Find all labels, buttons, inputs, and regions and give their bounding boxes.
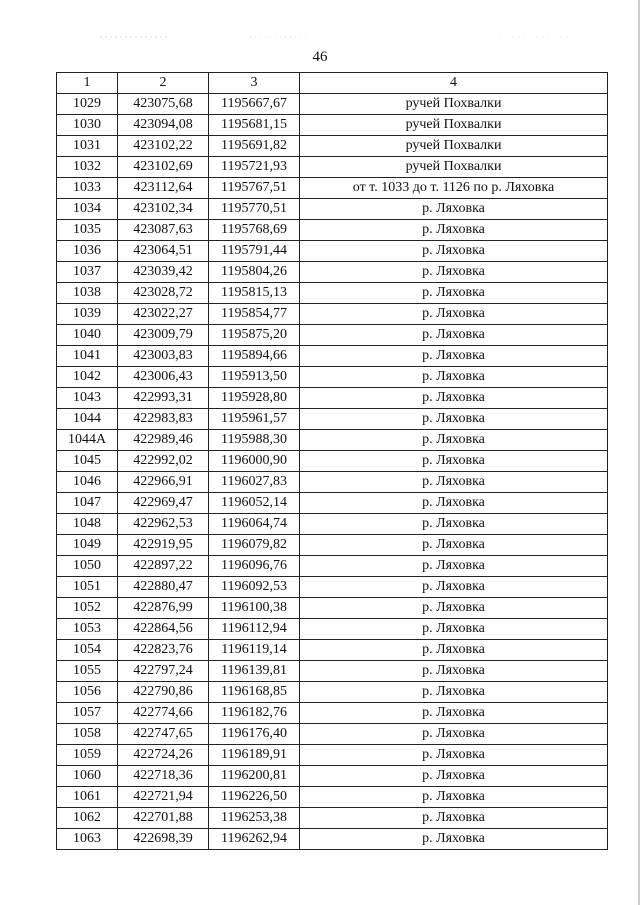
description-cell: р. Ляховка: [300, 640, 608, 661]
description-cell: р. Ляховка: [300, 619, 608, 640]
y-coordinate-cell: 1195691,82: [209, 136, 300, 157]
x-coordinate-cell: 423022,27: [118, 304, 209, 325]
y-coordinate-cell: 1195988,30: [209, 430, 300, 451]
description-cell: р. Ляховка: [300, 451, 608, 472]
y-coordinate-cell: 1195767,51: [209, 178, 300, 199]
description-cell: р. Ляховка: [300, 556, 608, 577]
table-row: [57, 661, 608, 682]
y-coordinate-cell: 1196092,53: [209, 577, 300, 598]
header-cell-2: 2: [118, 73, 209, 94]
point-number-cell: 1036: [57, 241, 118, 262]
description-cell: р. Ляховка: [300, 745, 608, 766]
y-coordinate-cell: 1196182,76: [209, 703, 300, 724]
x-coordinate-cell: 422797,24: [118, 661, 209, 682]
table-row: [57, 199, 608, 220]
x-coordinate-cell: 422992,02: [118, 451, 209, 472]
table-row: [57, 367, 608, 388]
y-coordinate-cell: 1195804,26: [209, 262, 300, 283]
point-number-cell: 1030: [57, 115, 118, 136]
y-coordinate-cell: 1196096,76: [209, 556, 300, 577]
point-number-cell: 1057: [57, 703, 118, 724]
table-row: [57, 220, 608, 241]
description-cell: р. Ляховка: [300, 199, 608, 220]
y-coordinate-cell: 1196176,40: [209, 724, 300, 745]
description-cell: ручей Похвалки: [300, 136, 608, 157]
table-row: [57, 556, 608, 577]
point-number-cell: 1041: [57, 346, 118, 367]
x-coordinate-cell: 422721,94: [118, 787, 209, 808]
description-cell: р. Ляховка: [300, 220, 608, 241]
point-number-cell: 1060: [57, 766, 118, 787]
description-cell: р. Ляховка: [300, 409, 608, 430]
point-number-cell: 1058: [57, 724, 118, 745]
x-coordinate-cell: 423112,64: [118, 178, 209, 199]
table-row: [57, 430, 608, 451]
point-number-cell: 1032: [57, 157, 118, 178]
x-coordinate-cell: 423064,51: [118, 241, 209, 262]
description-cell: ручей Похвалки: [300, 157, 608, 178]
description-cell: р. Ляховка: [300, 535, 608, 556]
table-row: [57, 829, 608, 850]
point-number-cell: 1053: [57, 619, 118, 640]
x-coordinate-cell: 423094,08: [118, 115, 209, 136]
x-coordinate-cell: 422724,26: [118, 745, 209, 766]
table-row: [57, 535, 608, 556]
point-number-cell: 1040: [57, 325, 118, 346]
point-number-cell: 1045: [57, 451, 118, 472]
x-coordinate-cell: 422747,65: [118, 724, 209, 745]
x-coordinate-cell: 422718,36: [118, 766, 209, 787]
table-row: [57, 808, 608, 829]
description-cell: р. Ляховка: [300, 262, 608, 283]
x-coordinate-cell: 422823,76: [118, 640, 209, 661]
table-row: [57, 472, 608, 493]
point-number-cell: 1054: [57, 640, 118, 661]
table-row: [57, 724, 608, 745]
description-cell: р. Ляховка: [300, 325, 608, 346]
point-number-cell: 1042: [57, 367, 118, 388]
point-number-cell: 1033: [57, 178, 118, 199]
x-coordinate-cell: 423102,34: [118, 199, 209, 220]
y-coordinate-cell: 1196226,50: [209, 787, 300, 808]
point-number-cell: 1034: [57, 199, 118, 220]
table-row: [57, 94, 608, 115]
y-coordinate-cell: 1196200,81: [209, 766, 300, 787]
description-cell: р. Ляховка: [300, 703, 608, 724]
description-cell: р. Ляховка: [300, 514, 608, 535]
y-coordinate-cell: 1196139,81: [209, 661, 300, 682]
description-cell: р. Ляховка: [300, 808, 608, 829]
table-row: [57, 115, 608, 136]
x-coordinate-cell: 422698,39: [118, 829, 209, 850]
table-row: [57, 703, 608, 724]
point-number-cell: 1062: [57, 808, 118, 829]
table-row: [57, 619, 608, 640]
x-coordinate-cell: 422919,95: [118, 535, 209, 556]
y-coordinate-cell: 1195913,50: [209, 367, 300, 388]
x-coordinate-cell: 423009,79: [118, 325, 209, 346]
y-coordinate-cell: 1195961,57: [209, 409, 300, 430]
description-cell: р. Ляховка: [300, 346, 608, 367]
point-number-cell: 1046: [57, 472, 118, 493]
y-coordinate-cell: 1196253,38: [209, 808, 300, 829]
table-row: [57, 325, 608, 346]
table-row: [57, 745, 608, 766]
x-coordinate-cell: 423102,69: [118, 157, 209, 178]
y-coordinate-cell: 1195894,66: [209, 346, 300, 367]
coordinates-table: [56, 72, 608, 850]
x-coordinate-cell: 422876,99: [118, 598, 209, 619]
point-number-cell: 1035: [57, 220, 118, 241]
y-coordinate-cell: 1196168,85: [209, 682, 300, 703]
y-coordinate-cell: 1195667,67: [209, 94, 300, 115]
header-cell-3: 3: [209, 73, 300, 94]
y-coordinate-cell: 1195721,93: [209, 157, 300, 178]
x-coordinate-cell: 423003,83: [118, 346, 209, 367]
y-coordinate-cell: 1195928,80: [209, 388, 300, 409]
x-coordinate-cell: 422701,88: [118, 808, 209, 829]
y-coordinate-cell: 1196262,94: [209, 829, 300, 850]
point-number-cell: 1051: [57, 577, 118, 598]
description-cell: р. Ляховка: [300, 472, 608, 493]
description-cell: р. Ляховка: [300, 766, 608, 787]
description-cell: р. Ляховка: [300, 724, 608, 745]
y-coordinate-cell: 1195791,44: [209, 241, 300, 262]
point-number-cell: 1059: [57, 745, 118, 766]
x-coordinate-cell: 422880,47: [118, 577, 209, 598]
x-coordinate-cell: 423039,42: [118, 262, 209, 283]
point-number-cell: 1061: [57, 787, 118, 808]
point-number-cell: 1044: [57, 409, 118, 430]
y-coordinate-cell: 1196027,83: [209, 472, 300, 493]
table-row: [57, 136, 608, 157]
y-coordinate-cell: 1196079,82: [209, 535, 300, 556]
y-coordinate-cell: 1195768,69: [209, 220, 300, 241]
point-number-cell: 1039: [57, 304, 118, 325]
table-row: [57, 766, 608, 787]
point-number-cell: 1063: [57, 829, 118, 850]
x-coordinate-cell: 423006,43: [118, 367, 209, 388]
point-number-cell: 1044А: [57, 430, 118, 451]
point-number-cell: 1037: [57, 262, 118, 283]
point-number-cell: 1055: [57, 661, 118, 682]
description-cell: р. Ляховка: [300, 829, 608, 850]
description-cell: р. Ляховка: [300, 241, 608, 262]
description-cell: р. Ляховка: [300, 430, 608, 451]
point-number-cell: 1038: [57, 283, 118, 304]
description-cell: р. Ляховка: [300, 283, 608, 304]
coordinates-table-wrapper: [56, 72, 607, 850]
description-cell: ручей Похвалки: [300, 94, 608, 115]
table-row: [57, 157, 608, 178]
x-coordinate-cell: 422897,22: [118, 556, 209, 577]
description-cell: р. Ляховка: [300, 304, 608, 325]
y-coordinate-cell: 1196000,90: [209, 451, 300, 472]
point-number-cell: 1052: [57, 598, 118, 619]
table-row: [57, 346, 608, 367]
description-cell: р. Ляховка: [300, 388, 608, 409]
y-coordinate-cell: 1195875,20: [209, 325, 300, 346]
table-row: [57, 640, 608, 661]
description-cell: р. Ляховка: [300, 682, 608, 703]
point-number-cell: 1049: [57, 535, 118, 556]
x-coordinate-cell: 423087,63: [118, 220, 209, 241]
table-row: [57, 577, 608, 598]
table-row: [57, 598, 608, 619]
y-coordinate-cell: 1195681,15: [209, 115, 300, 136]
description-cell: р. Ляховка: [300, 367, 608, 388]
table-row: [57, 178, 608, 199]
description-cell: р. Ляховка: [300, 661, 608, 682]
x-coordinate-cell: 422790,86: [118, 682, 209, 703]
description-cell: р. Ляховка: [300, 598, 608, 619]
table-row: [57, 493, 608, 514]
y-coordinate-cell: 1196119,14: [209, 640, 300, 661]
x-coordinate-cell: 423102,22: [118, 136, 209, 157]
table-row: [57, 304, 608, 325]
x-coordinate-cell: 422864,56: [118, 619, 209, 640]
y-coordinate-cell: 1196052,14: [209, 493, 300, 514]
point-number-cell: 1043: [57, 388, 118, 409]
y-coordinate-cell: 1195854,77: [209, 304, 300, 325]
point-number-cell: 1048: [57, 514, 118, 535]
y-coordinate-cell: 1195815,13: [209, 283, 300, 304]
x-coordinate-cell: 422966,91: [118, 472, 209, 493]
point-number-cell: 1050: [57, 556, 118, 577]
table-row: [57, 682, 608, 703]
description-cell: р. Ляховка: [300, 577, 608, 598]
x-coordinate-cell: 422969,47: [118, 493, 209, 514]
y-coordinate-cell: 1196064,74: [209, 514, 300, 535]
table-row: [57, 283, 608, 304]
point-number-cell: 1056: [57, 682, 118, 703]
x-coordinate-cell: 422993,31: [118, 388, 209, 409]
description-cell: р. Ляховка: [300, 493, 608, 514]
x-coordinate-cell: 422962,53: [118, 514, 209, 535]
description-cell: р. Ляховка: [300, 787, 608, 808]
table-row: [57, 409, 608, 430]
x-coordinate-cell: 422983,83: [118, 409, 209, 430]
y-coordinate-cell: 1196112,94: [209, 619, 300, 640]
x-coordinate-cell: 422989,46: [118, 430, 209, 451]
x-coordinate-cell: 423075,68: [118, 94, 209, 115]
table-row: [57, 241, 608, 262]
y-coordinate-cell: 1195770,51: [209, 199, 300, 220]
y-coordinate-cell: 1196189,91: [209, 745, 300, 766]
y-coordinate-cell: 1196100,38: [209, 598, 300, 619]
description-cell: ручей Похвалки: [300, 115, 608, 136]
x-coordinate-cell: 423028,72: [118, 283, 209, 304]
table-row: [57, 451, 608, 472]
scan-specks: [100, 36, 580, 38]
table-row: [57, 787, 608, 808]
point-number-cell: 1029: [57, 94, 118, 115]
point-number-cell: 1031: [57, 136, 118, 157]
table-header-row: [57, 73, 608, 94]
x-coordinate-cell: 422774,66: [118, 703, 209, 724]
table-row: [57, 514, 608, 535]
table-row: [57, 388, 608, 409]
point-number-cell: 1047: [57, 493, 118, 514]
table-row: [57, 262, 608, 283]
header-cell-4: 4: [300, 73, 608, 94]
description-cell: от т. 1033 до т. 1126 по р. Ляховка: [300, 178, 608, 199]
table-body: [57, 94, 608, 850]
header-cell-1: 1: [57, 73, 118, 94]
page-number: 46: [312, 49, 328, 65]
